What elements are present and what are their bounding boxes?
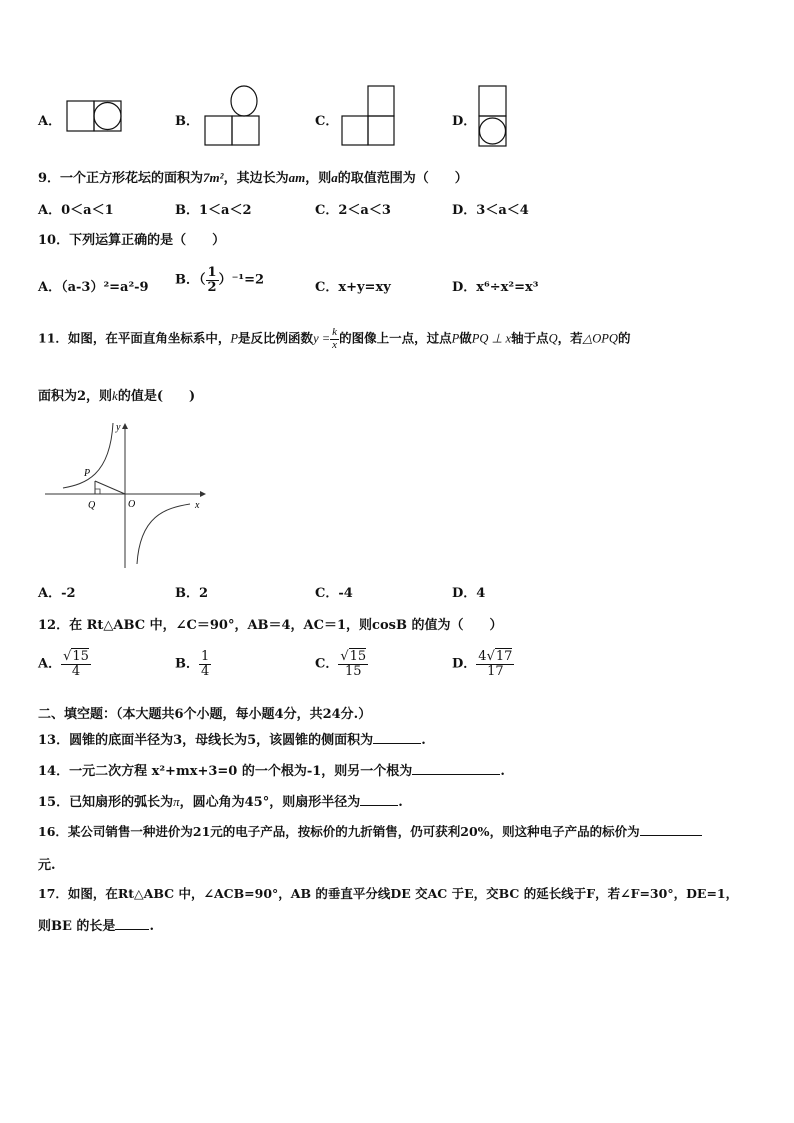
fig-label-y: y bbox=[116, 422, 121, 433]
q12-option-a-fraction bbox=[61, 650, 91, 678]
section-heading-fill-in: 二、填空题：（本大题共6个小题，每小题4分，共24分.） bbox=[38, 707, 372, 722]
q15-text-b: ，圆心角为45°，则扇形半径为 bbox=[179, 795, 361, 810]
q9-text-b: ，其边长为 bbox=[223, 171, 289, 186]
fraction-numerator: k bbox=[332, 326, 338, 338]
q9-option-a-label: A． bbox=[38, 203, 62, 218]
fraction-denominator: 4 bbox=[201, 663, 210, 679]
q14-period: . bbox=[500, 764, 505, 779]
q12-option-d-fraction bbox=[476, 650, 514, 678]
q9-option-c-label: C． bbox=[315, 203, 339, 218]
fig-label-p: P bbox=[84, 468, 91, 479]
right-angle-mark bbox=[95, 489, 100, 494]
q9-option-a-text: 0＜a＜1 bbox=[61, 203, 114, 218]
fraction-numerator: 1 bbox=[207, 265, 217, 280]
fig-label-x: x bbox=[195, 500, 200, 511]
q10-option-b-label: B． bbox=[175, 272, 199, 288]
fraction-numerator: 4√17 bbox=[478, 649, 513, 664]
q11-text-f: ，若 bbox=[557, 330, 583, 346]
q8-option-b-label: B． bbox=[175, 114, 199, 129]
q12-option-b-fraction bbox=[199, 650, 211, 678]
q17-line1: 17．如图，在Rt△ABC 中，∠ACB=90°，AB 的垂直平分线DE 交AC 于E，交BC 的延长线于F，若∠F=30°，DE=1， bbox=[38, 886, 739, 901]
q11-k-over-x bbox=[330, 327, 339, 351]
q8-option-a-label: A． bbox=[38, 114, 62, 129]
q10-stem: 10．下列运算正确的是（ ） bbox=[38, 233, 226, 248]
q12-option-b bbox=[175, 650, 211, 678]
q9-option-c bbox=[315, 199, 391, 218]
segment-po bbox=[95, 481, 125, 494]
q11-text-b: 是反比例函数 bbox=[238, 330, 314, 346]
q15 bbox=[38, 791, 403, 810]
q10-option-d bbox=[452, 276, 538, 295]
q11-text-e: 轴于点 bbox=[511, 330, 549, 346]
q10-option-b-fraction bbox=[206, 266, 219, 294]
q11-text-a: 11．如图，在平面直角坐标系中， bbox=[38, 330, 231, 346]
q9-option-b-label: B． bbox=[175, 203, 199, 218]
q11-pq-perp-x: PQ ⊥ x bbox=[471, 331, 512, 346]
fraction-denominator: x bbox=[332, 338, 338, 351]
q16-text: 16．某公司销售一种进价为21元的电子产品，按标价的九折销售，仍可获利20%，则这种电子产品的标价为 bbox=[38, 824, 640, 839]
q9-option-b bbox=[175, 199, 252, 218]
fraction-numerator: 1 bbox=[201, 649, 210, 664]
q14-text: 14．一元二次方程 x²+mx+3=0 的一个根为-1，则另一个根为 bbox=[38, 764, 413, 779]
q11-text-g: 的 bbox=[617, 330, 631, 346]
q10-option-b-pre: （ bbox=[199, 272, 206, 288]
q9-option-d bbox=[452, 199, 529, 218]
hyperbola-branch-lower-right bbox=[137, 504, 190, 564]
q17-text: 则BE 的长是 bbox=[38, 919, 116, 934]
q11-option-d-text: 4 bbox=[476, 586, 486, 601]
q15-text-a: 15．已知扇形的弧长为 bbox=[38, 795, 174, 810]
q12-option-c-fraction bbox=[338, 650, 368, 678]
q9-text-c: ，则 bbox=[305, 171, 332, 186]
sqrt-radicand: 15 bbox=[349, 649, 367, 664]
q11-option-d-label: D． bbox=[452, 586, 477, 601]
q11-text-c: 的图像上一点，过点 bbox=[339, 330, 452, 346]
fraction-denominator: 4 bbox=[71, 663, 81, 679]
q8-figure-b bbox=[203, 85, 261, 147]
q10-option-c-text: x+y=xy bbox=[338, 280, 391, 295]
q9-option-d-text: 3＜a＜4 bbox=[476, 203, 529, 218]
q8-figure-c bbox=[341, 85, 397, 147]
q11-point-q: Q bbox=[548, 331, 558, 346]
q14 bbox=[38, 760, 505, 779]
q11-k: k bbox=[112, 388, 118, 403]
q12-option-a-label: A． bbox=[38, 656, 62, 672]
q16-line2: 元. bbox=[38, 858, 56, 873]
q11-point-p-2: P bbox=[451, 331, 460, 346]
q9-option-c-text: 2＜a＜3 bbox=[338, 203, 391, 218]
q8-figure-a bbox=[66, 100, 124, 134]
q11-triangle-opq: △OPQ bbox=[582, 331, 618, 346]
q11-option-c-text: -4 bbox=[338, 586, 353, 601]
q9-area: 7m² bbox=[203, 170, 224, 185]
q11-option-d bbox=[452, 582, 485, 601]
sqrt-radicand: 15 bbox=[72, 649, 89, 664]
q12-option-d-label: D． bbox=[452, 656, 477, 672]
q11-option-a-text: -2 bbox=[61, 586, 76, 601]
q12-option-c-label: C． bbox=[315, 656, 339, 672]
q11-figure bbox=[40, 418, 215, 570]
fraction-denominator: 2 bbox=[207, 279, 217, 295]
q16-line1 bbox=[38, 822, 702, 840]
q11-text-i: 的值是( ) bbox=[117, 389, 196, 404]
q13 bbox=[38, 729, 426, 748]
q10-option-a-label: A． bbox=[38, 280, 62, 295]
q13-period: . bbox=[421, 733, 426, 748]
q10-option-a-text: （a-3）²=a²-9 bbox=[61, 280, 149, 295]
q9-option-a bbox=[38, 199, 114, 218]
q11-option-a bbox=[38, 582, 76, 601]
fraction-denominator: 15 bbox=[345, 663, 362, 679]
q12-option-d bbox=[452, 650, 514, 678]
q17-line2 bbox=[38, 915, 154, 934]
q11-line1 bbox=[38, 327, 630, 351]
sqrt-coefficient: 4 bbox=[478, 649, 487, 664]
q11-point-p: P bbox=[230, 331, 239, 346]
q9-option-b-text: 1＜a＜2 bbox=[199, 203, 252, 218]
fig-label-q: Q bbox=[88, 500, 96, 511]
fraction-numerator: √15 bbox=[340, 649, 367, 664]
q9-stem bbox=[38, 167, 468, 186]
q13-text: 13．圆锥的底面半径为3，母线长为5，该圆锥的侧面积为 bbox=[38, 733, 374, 748]
q9-option-d-label: D． bbox=[452, 203, 477, 218]
q10-option-b-post: ）⁻¹=2 bbox=[218, 272, 265, 288]
q12-option-c bbox=[315, 650, 368, 678]
q12-option-a bbox=[38, 650, 91, 678]
q15-pi: π bbox=[173, 794, 180, 809]
q12-option-b-label: B． bbox=[175, 656, 199, 672]
q15-answer-blank[interactable] bbox=[360, 793, 398, 806]
q11-option-a-label: A． bbox=[38, 586, 62, 601]
q11-text-d: 做 bbox=[459, 330, 472, 346]
q16-answer-blank[interactable] bbox=[640, 823, 702, 836]
q14-answer-blank[interactable] bbox=[412, 762, 500, 775]
q9-text-d: 的取值范围为（ ） bbox=[337, 171, 468, 186]
fraction-numerator: √15 bbox=[63, 649, 89, 664]
q12-stem: 12．在 Rt△ABC 中，∠C＝90°，AB＝4，AC＝1，则cosB 的值为（ ） bbox=[38, 618, 503, 633]
q10-option-a bbox=[38, 276, 149, 295]
fraction-denominator: 17 bbox=[487, 663, 504, 679]
q10-option-c bbox=[315, 276, 391, 295]
q15-period: . bbox=[398, 795, 403, 810]
q10-option-c-label: C． bbox=[315, 280, 339, 295]
q9-var: a bbox=[331, 170, 338, 185]
q11-option-b bbox=[175, 582, 208, 601]
q17-period: . bbox=[149, 919, 154, 934]
q17-answer-blank[interactable] bbox=[115, 917, 149, 930]
q10-option-d-label: D． bbox=[452, 280, 477, 295]
q11-line2 bbox=[38, 385, 195, 404]
fig-label-o: O bbox=[128, 499, 136, 510]
q13-answer-blank[interactable] bbox=[373, 731, 421, 744]
q10-option-b bbox=[175, 266, 264, 294]
q11-option-c-label: C． bbox=[315, 586, 339, 601]
q11-text-h: 面积为2，则 bbox=[38, 389, 113, 404]
q10-option-d-text: x⁶÷x²=x³ bbox=[476, 280, 539, 295]
q9-side: am bbox=[288, 170, 306, 185]
q9-text-a: 9．一个正方形花坛的面积为 bbox=[38, 171, 204, 186]
q8-figure-d bbox=[477, 85, 509, 149]
q11-option-b-text: 2 bbox=[199, 586, 209, 601]
q11-option-c bbox=[315, 582, 353, 601]
q8-option-c-label: C． bbox=[315, 114, 339, 129]
q11-y-equals: y = bbox=[313, 331, 331, 346]
q11-option-b-label: B． bbox=[175, 586, 199, 601]
sqrt-radicand: 17 bbox=[495, 649, 513, 664]
q8-option-d-label: D． bbox=[452, 114, 477, 129]
